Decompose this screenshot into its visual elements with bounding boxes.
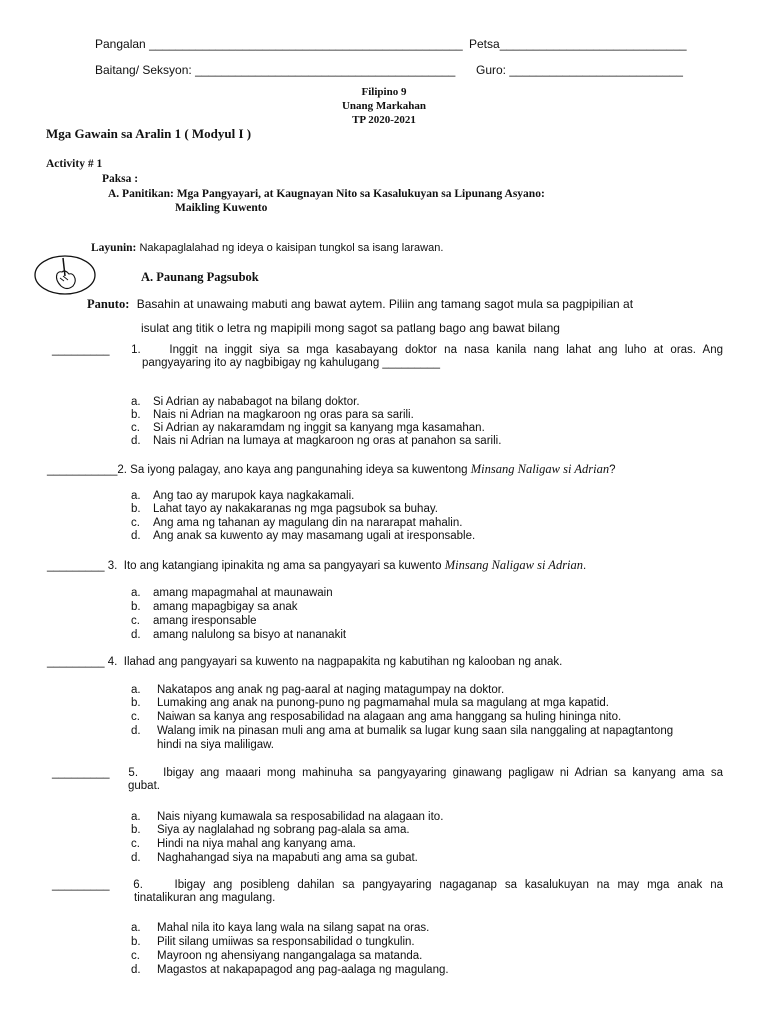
name-label: Pangalan <box>95 37 146 51</box>
question-text: Ito ang katangiang ipinakita ng ama sa pangyayari sa kuwento <box>123 560 442 572</box>
question-number: 1. <box>131 344 141 356</box>
question-number: 5. <box>128 767 139 779</box>
activity-label: Activity # 1 <box>46 158 103 170</box>
name-line[interactable]: _______________________________________________ <box>149 37 463 51</box>
answer-blank[interactable]: _________ <box>52 344 110 356</box>
question-text: Inggit na inggit siya sa mga kasabayang doktor na nasa kanila nang lahat ang luho at oras. Ang <box>169 344 723 356</box>
question-text: Ilahad ang pangyayari sa kuwento na nagpapakita ng kabutihan ng kalooban ng anak. <box>123 656 563 668</box>
story-title: Minsang Naligaw si Adrian <box>444 558 584 572</box>
module-title: Mga Gawain sa Aralin 1 ( Modyul I ) <box>46 126 252 141</box>
directions-text-2: isulat ang titik o letra ng mapipili mong sagot sa patlang bago ang bawat bilang <box>141 321 560 335</box>
topic-line-2: Maikling Kuwento <box>175 202 268 214</box>
question-2: ___________2. Sa iyong palagay, ano kaya ang pangunahing ideya sa kuwentong Minsang Naligaw si Adrian? <box>47 462 616 476</box>
teacher-field <box>476 63 683 77</box>
date-line[interactable]: ____________________________ <box>499 37 687 51</box>
objective <box>91 242 443 254</box>
answer-blank[interactable]: _________ <box>47 560 105 572</box>
section-field <box>95 63 455 77</box>
answer-blank[interactable]: _________ <box>52 767 110 779</box>
question-number: 3. <box>107 560 118 572</box>
question-number: 4. <box>107 656 118 668</box>
date-field <box>469 37 687 51</box>
question-text: Ibigay ang posibleng dahilan sa pangyayaring nagaganap sa kasalukuyan na may mga anak na <box>174 879 723 891</box>
subject-title: Filipino 9 <box>361 86 407 98</box>
date-label: Petsa <box>469 37 500 51</box>
directions-line-1 <box>87 297 633 312</box>
question-number: 2. <box>117 464 127 476</box>
answer-blank[interactable]: _________ <box>47 656 105 668</box>
question-text-cont: pangyayaring ito ay nagbibigay ng kahulugang _________ <box>142 357 440 369</box>
story-title: Minsang Naligaw si Adrian <box>470 462 610 476</box>
answer-blank[interactable]: ___________ <box>47 464 118 476</box>
question-text-cont: tinatalikuran ang magulang. <box>134 892 276 904</box>
choice-4d-cont: hindi na siya maliligaw. <box>157 739 274 751</box>
question-6 <box>52 879 723 904</box>
question-3: _________ 3. Ito ang katangiang ipinakita ng ama sa pangyayari sa kuwento Minsang Naligaw si Adrian. <box>47 558 587 572</box>
directions-label: Panuto: <box>87 297 130 311</box>
directions-text-1: Basahin at unawaing mabuti ang bawat aytem. Piliin ang tamang sagot mula sa pagpipilian at <box>136 297 634 311</box>
teacher-line[interactable]: __________________________ <box>509 63 683 77</box>
topic-label: Paksa : <box>102 173 139 185</box>
name-field <box>95 37 463 51</box>
topic-line-1: A. Panitikan: Mga Pangyayari, at Kaugnayan Nito sa Kasalukuyan sa Lipunang Asyano: <box>108 188 545 200</box>
objective-label: Layunin: <box>91 242 137 254</box>
objective-text: Nakapaglalahad ng ideya o kaisipan tungkol sa isang larawan. <box>139 242 444 254</box>
question-4 <box>47 656 562 668</box>
question-text-cont: gubat. <box>128 780 160 792</box>
question-text: Sa iyong palagay, ano kaya ang pangunahing ideya sa kuwentong <box>130 464 468 476</box>
pretest-title: A. Paunang Pagsubok <box>141 270 259 284</box>
question-number: 6. <box>133 879 143 891</box>
section-label: Baitang/ Seksyon: <box>95 63 192 77</box>
teacher-label: Guro: <box>476 63 507 77</box>
question-5 <box>52 767 723 792</box>
hand-writing-icon <box>33 254 97 296</box>
answer-blank[interactable]: _________ <box>52 879 110 891</box>
section-line[interactable]: _______________________________________ <box>195 63 456 77</box>
question-text: Ibigay ang maaari mong mahinuha sa pangyayaring ginawang pagligaw ni Adrian sa kanyang ama sa <box>163 767 723 779</box>
school-year: TP 2020-2021 <box>352 114 416 126</box>
quarter-title: Unang Markahan <box>341 100 427 112</box>
question-1 <box>52 344 723 369</box>
